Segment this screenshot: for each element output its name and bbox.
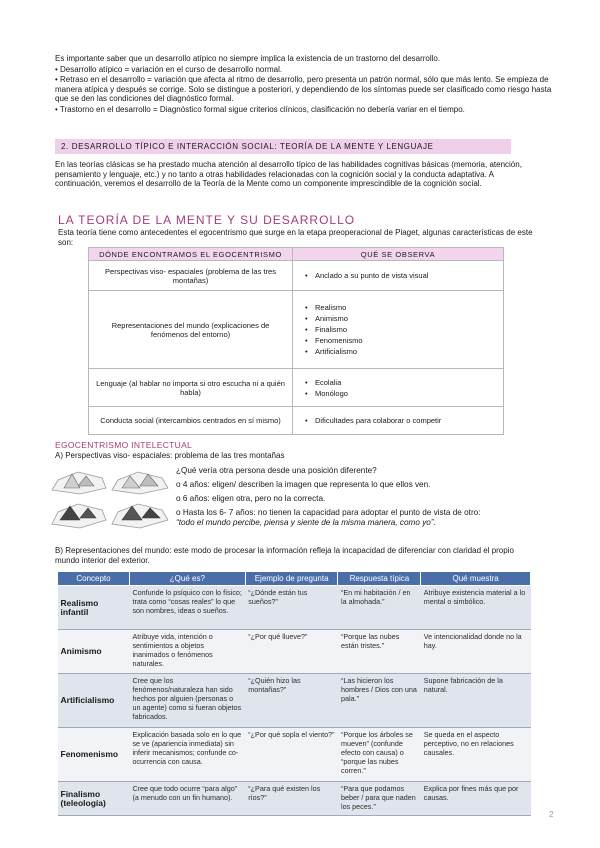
table-cell: Fenomenismo — [58, 728, 130, 782]
table-header: Qué muestra — [421, 572, 531, 586]
mountain-panel — [112, 472, 168, 494]
mountain-panel — [112, 504, 168, 528]
representations-paragraph: B) Representaciones del mundo: este modo de procesar la información refleja la incapacidad de diferenciar con claridad el propio mundo interior del exterior. — [55, 546, 514, 565]
table-cell: “En mi habitación / en la almohada.” — [338, 586, 421, 630]
table-cell: “Porque las nubes están tristes.” — [338, 630, 421, 674]
table-cell: Cree que los fenómenos/naturaleza han sido hechos por alguien (personas o un agente) como si fueran objetos fabricados. — [129, 674, 245, 728]
theory-heading: LA TEORÍA DE LA MENTE Y SU DESARROLLO — [58, 213, 356, 227]
egocentrism-heading: EGOCENTRISMO INTELECTUAL — [55, 440, 193, 450]
table-cell: Artificialismo — [58, 674, 130, 728]
section-heading: 2. DESARROLLO TÍPICO E INTERACCIÓN SOCIAL: TEORÍA DE LA MENTE Y LENGUAJE — [55, 139, 511, 154]
table-cell: Animismo — [58, 630, 130, 674]
theory-subtitle: Esta teoría tiene como antecedentes el egocentrismo que surge en la etapa preoperacional de Piaget, algunas características de este son: — [58, 228, 533, 247]
list-item: • Monólogo — [315, 388, 497, 399]
page-number: 2 — [549, 810, 554, 819]
table-cell: “¿Por qué llueve?” — [245, 630, 338, 674]
list-item: • Finalismo — [315, 324, 497, 335]
table-cell — [293, 407, 504, 435]
section-paragraph: En las teorías clásicas se ha prestado mucha atención al desarrollo típico de las habilidades cognitivas básicas (memoria, atención, pensamiento y lenguaje, etc.) y no tanto a otras habilidades relacionadas con la cognición social y la conducta adaptativa. A continuación, veremos el desarrollo de la Teoría de la Mente como un componente imprescindible de la cognición social. — [55, 160, 522, 189]
table-cell: “¿Quién hizo las montañas?” — [245, 674, 338, 728]
egocentrism-table — [88, 247, 504, 435]
three-mountains-illustration — [50, 464, 172, 530]
table-cell: “¿Para qué existen los ríos?” — [245, 782, 338, 816]
quote-text: “todo el mundo percibe, piensa y siente de la misma manera, como yo”. — [176, 517, 436, 527]
egocentrism-points — [176, 466, 556, 532]
intro-line: • Desarrollo atípico = variación en el curso de desarrollo normal. — [55, 64, 283, 74]
list-item: • Ecolalia — [315, 377, 497, 388]
table-cell: Lenguaje (al hablar no importa si otro escucha ni a quién habla) — [89, 369, 293, 407]
age-point: o 6 años: eligen otra, pero no la correcta. — [176, 494, 326, 504]
table-cell: Explicación basada solo en lo que se ve (apariencia inmediata) sin inferir mecanismos; confunde co-ocurrencia con causa. — [129, 728, 245, 782]
intro-block — [55, 54, 555, 116]
intro-line: • Trastorno en el desarrollo = Diagnóstico formal sigue criterios clínicos, clasificación no debería variar en el tiempo. — [55, 104, 465, 114]
egocentrism-subheading: A) Perspectivas viso- espaciales: problema de las tres montañas — [55, 451, 285, 460]
table-cell — [293, 261, 504, 291]
table-cell: Explica por fines más que por causas. — [421, 782, 531, 816]
list-item: • Realismo — [315, 302, 497, 313]
table-cell: Cree que todo ocurre “para algo” (a menudo con un fin humano). — [129, 782, 245, 816]
table-cell: Finalismo (teleología) — [58, 782, 130, 816]
question-text: ¿Qué vería otra persona desde una posición diferente? — [176, 466, 377, 475]
table-row — [58, 782, 531, 816]
table-cell: Atribuye existencia material a lo mental o simbólico. — [421, 586, 531, 630]
table-header: QUÉ SE OBSERVA — [293, 248, 504, 261]
table-row — [58, 630, 531, 674]
list-item: • Fenomenismo — [315, 335, 497, 346]
table-cell: Representaciones del mundo (explicaciones de fenómenos del entorno) — [89, 291, 293, 369]
age-point: o Hasta los 6- 7 años: no tienen la capacidad para adoptar el punto de vista de otro: — [176, 508, 481, 518]
list-item: • Artificialismo — [315, 346, 497, 357]
table-cell: Ve intencionalidad donde no la hay. — [421, 630, 531, 674]
representations-table — [57, 571, 531, 816]
table-cell: “Porque los árboles se mueven” (confunde efecto con causa) o “porque las nubes corren.” — [338, 728, 421, 782]
table-cell: Conducta social (intercambios centrados en sí mismo) — [89, 407, 293, 435]
intro-line: • Retraso en el desarrollo = variación que afecta al ritmo de desarrollo, pero presenta un patrón normal, sólo que más lento. Se empieza de manera atípica y después se corrige. Solo se distingue a posteriori, y dependiendo de los síntomas puede ser clasificado como riesgo hasta que se den las condiciones del diagnóstico formal. — [55, 75, 552, 104]
table-cell — [293, 369, 504, 407]
list-item: • Animismo — [315, 313, 497, 324]
table-header: Concepto — [58, 572, 130, 586]
table-row — [58, 728, 531, 782]
table-cell — [293, 291, 504, 369]
mountain-panel — [52, 504, 106, 528]
table-cell: Confunde lo psíquico con lo físico; trata como “cosas reales” lo que son nombres, ideas o sueños. — [129, 586, 245, 630]
table-row — [58, 674, 531, 728]
table-header: Respuesta típica — [338, 572, 421, 586]
table-cell: Supone fabricación de la natural. — [421, 674, 531, 728]
table-row — [58, 586, 531, 630]
table-header: ¿Qué es? — [129, 572, 245, 586]
table-cell: Perspectivas viso- espaciales (problema de las tres montañas) — [89, 261, 293, 291]
table-cell: “Las hicieron los hombres / Dios con una pala.” — [338, 674, 421, 728]
table-cell: “¿Por qué sopla el viento?” — [245, 728, 338, 782]
mountain-panel — [52, 472, 106, 494]
table-cell: Realismo infantil — [58, 586, 130, 630]
table-cell: Atribuye vida, intención o sentimientos a objetos inanimados o fenómenos naturales. — [129, 630, 245, 674]
list-item: • Dificultades para colaborar o competir — [315, 415, 497, 426]
table-cell: “Para que podamos beber / para que naden los peces.” — [338, 782, 421, 816]
list-item: • Anclado a su punto de vista visual — [315, 270, 497, 281]
table-header: DÓNDE ENCONTRAMOS EL EGOCENTRISMO — [89, 248, 293, 261]
table-cell: “¿Dónde están tus sueños?” — [245, 586, 338, 630]
intro-line: Es importante saber que un desarrollo atípico no siempre implica la existencia de un trastorno del desarrollo. — [55, 54, 441, 63]
age-point: o 4 años: eligen/ describen la imagen que representa lo que ellos ven. — [176, 480, 431, 490]
table-header: Ejemplo de pregunta — [245, 572, 338, 586]
table-cell: Se queda en el aspecto perceptivo, no en relaciones causales. — [421, 728, 531, 782]
